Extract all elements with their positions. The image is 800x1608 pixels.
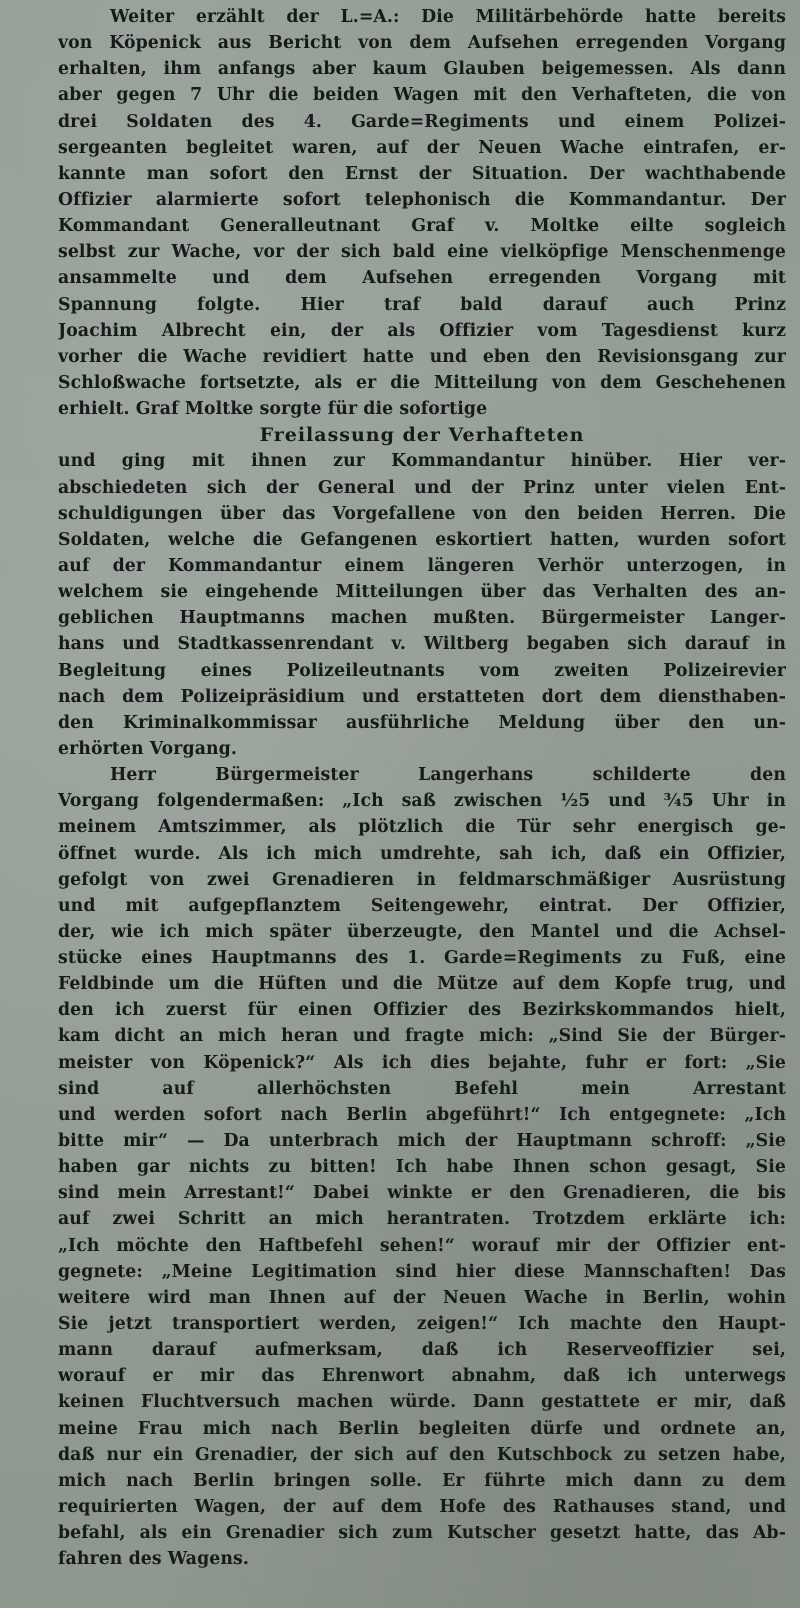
text-line: geblichen Hauptmanns machen mußten. Bürgermeister Langer- <box>58 608 786 629</box>
text-line: requirierten Wagen, der auf dem Hofe des Rathauses stand, und <box>58 1497 786 1518</box>
paragraph-2 <box>58 448 786 762</box>
text-line: den ich zuerst für einen Offizier des Bezirkskommandos hielt, <box>58 1000 786 1021</box>
text-line: gegnete: „Meine Legitimation sind hier diese Mannschaften! Das <box>58 1261 786 1282</box>
text-line: bitte mir“ — Da unterbrach mich der Hauptmann schroff: „Sie <box>58 1131 786 1152</box>
text-line: „Ich möchte den Haftbefehl sehen!“ worauf mir der Offizier ent- <box>58 1235 786 1256</box>
text-line: Kommandant Generalleutnant Graf v. Moltke eilte sogleich <box>58 216 786 237</box>
text-line: ansammelte und dem Aufsehen erregenden Vorgang mit <box>58 268 786 289</box>
text-line: daß nur ein Grenadier, der sich auf den Kutschbock zu setzen habe, <box>58 1444 786 1465</box>
text-line: meine Frau mich nach Berlin begleiten dürfe und ordnete an, <box>58 1418 786 1439</box>
text-line: schuldigungen über das Vorgefallene von den beiden Herren. Die <box>58 503 786 524</box>
text-line: mann darauf aufmerksam, daß ich Reserveoffizier sei, <box>58 1340 786 1361</box>
text-line: keinen Fluchtversuch machen würde. Dann gestattete er mir, daß <box>58 1392 786 1413</box>
text-line: selbst zur Wache, vor der sich bald eine vielköpfige Menschenmenge <box>58 242 786 263</box>
text-line: und mit aufgepflanztem Seitengewehr, eintrat. Der Offizier, <box>58 895 786 916</box>
text-line: erhalten, ihm anfangs aber kaum Glauben beigemessen. Als dann <box>58 59 786 80</box>
text-line: Soldaten, welche die Gefangenen eskortiert hatten, wurden sofort <box>58 529 786 550</box>
paragraph-3 <box>58 762 786 1572</box>
text-line: abschiedeten sich der General und der Prinz unter vielen Ent- <box>58 477 786 498</box>
text-line: kannte man sofort den Ernst der Situation. Der wachthabende <box>58 163 786 184</box>
text-line: auf der Kommandantur einem längeren Verhör unterzogen, in <box>58 555 786 576</box>
text-line: öffnet wurde. Als ich mich umdrehte, sah ich, daß ein Offizier, <box>58 843 786 864</box>
text-line: haben gar nichts zu bitten! Ich habe Ihnen schon gesagt, Sie <box>58 1157 786 1178</box>
text-line: der, wie ich mich später überzeugte, den Mantel und die Achsel- <box>58 921 786 942</box>
text-line: sind mein Arrestant!“ Dabei winkte er den Grenadieren, die bis <box>58 1183 786 1204</box>
text-line: stücke eines Hauptmanns des 1. Garde=Regiments zu Fuß, eine <box>58 948 786 969</box>
text-line: Herr Bürgermeister Langerhans schilderte den <box>110 765 786 786</box>
text-line: den Kriminalkommissar ausführliche Meldung über den un- <box>58 712 786 733</box>
text-line: erhörten Vorgang. <box>58 738 237 759</box>
text-line: meinem Amtszimmer, als plötzlich die Tür sehr energisch ge- <box>58 817 786 838</box>
text-line: Joachim Albrecht ein, der als Offizier vom Tagesdienst kurz <box>58 320 786 341</box>
text-line: meister von Köpenick?“ Als ich dies bejahte, fuhr er fort: „Sie <box>58 1052 786 1073</box>
text-line: drei Soldaten des 4. Garde=Regiments und einem Polizei- <box>58 111 786 132</box>
text-line: weitere wird man Ihnen auf der Neuen Wache in Berlin, wohin <box>58 1287 786 1308</box>
text-line: von Köpenick aus Bericht von dem Aufsehen erregenden Vorgang <box>58 33 786 54</box>
text-line: sergeanten begleitet waren, auf der Neuen Wache eintrafen, er- <box>58 137 786 158</box>
paragraph-1 <box>58 4 786 422</box>
text-line: Offizier alarmierte sofort telephonisch die Kommandantur. Der <box>58 189 786 210</box>
text-line: gefolgt von zwei Grenadieren in feldmarschmäßiger Ausrüstung <box>58 869 786 890</box>
text-line: aber gegen 7 Uhr die beiden Wagen mit den Verhafteten, die von <box>58 85 786 106</box>
text-line: und werden sofort nach Berlin abgeführt!“ Ich entgegnete: „Ich <box>58 1104 786 1125</box>
text-line: und ging mit ihnen zur Kommandantur hinüber. Hier ver- <box>58 451 786 472</box>
text-line: nach dem Polizeipräsidium und erstatteten dort dem diensthaben- <box>58 686 786 707</box>
text-line: Feldbinde um die Hüften und die Mütze auf dem Kopfe trug, und <box>58 974 786 995</box>
subheading: Freilassung der Verhafteten <box>259 424 585 447</box>
text-line: Sie jetzt transportiert werden, zeigen!“ Ich machte den Haupt- <box>58 1314 786 1335</box>
article-column <box>58 4 786 1572</box>
text-line: welchem sie eingehende Mitteilungen über das Verhalten des an- <box>58 582 786 603</box>
text-line: kam dicht an mich heran und fragte mich: „Sind Sie der Bürger- <box>58 1026 786 1047</box>
text-line: vorher die Wache revidiert hatte und eben den Revisionsgang zur <box>58 346 786 367</box>
text-line: worauf er mir das Ehrenwort abnahm, daß ich unterwegs <box>58 1366 786 1387</box>
text-line: Vorgang folgendermaßen: „Ich saß zwischen ½5 und ¾5 Uhr in <box>58 791 786 812</box>
text-line: erhielt. Graf Moltke sorgte für die sofortige <box>58 399 488 420</box>
text-line: Spannung folgte. Hier traf bald darauf auch Prinz <box>58 294 786 315</box>
text-line: Schloßwache fortsetzte, als er die Mitteilung von dem Geschehenen <box>58 372 786 393</box>
text-line: sind auf allerhöchsten Befehl mein Arrestant <box>58 1078 786 1099</box>
text-line: auf zwei Schritt an mich herantraten. Trotzdem erklärte ich: <box>58 1209 786 1230</box>
text-line: fahren des Wagens. <box>58 1549 249 1570</box>
text-line: Weiter erzählt der L.=A.: Die Militärbehörde hatte bereits <box>110 7 786 27</box>
text-line: Begleitung eines Polizeileutnants vom zweiten Polizeirevier <box>58 660 786 681</box>
text-line: mich nach Berlin bringen solle. Er führte mich dann zu dem <box>58 1470 786 1491</box>
text-line: befahl, als ein Grenadier sich zum Kutscher gesetzt hatte, das Ab- <box>58 1523 786 1544</box>
text-line: hans und Stadtkassenrendant v. Wiltberg begaben sich darauf in <box>58 634 786 655</box>
